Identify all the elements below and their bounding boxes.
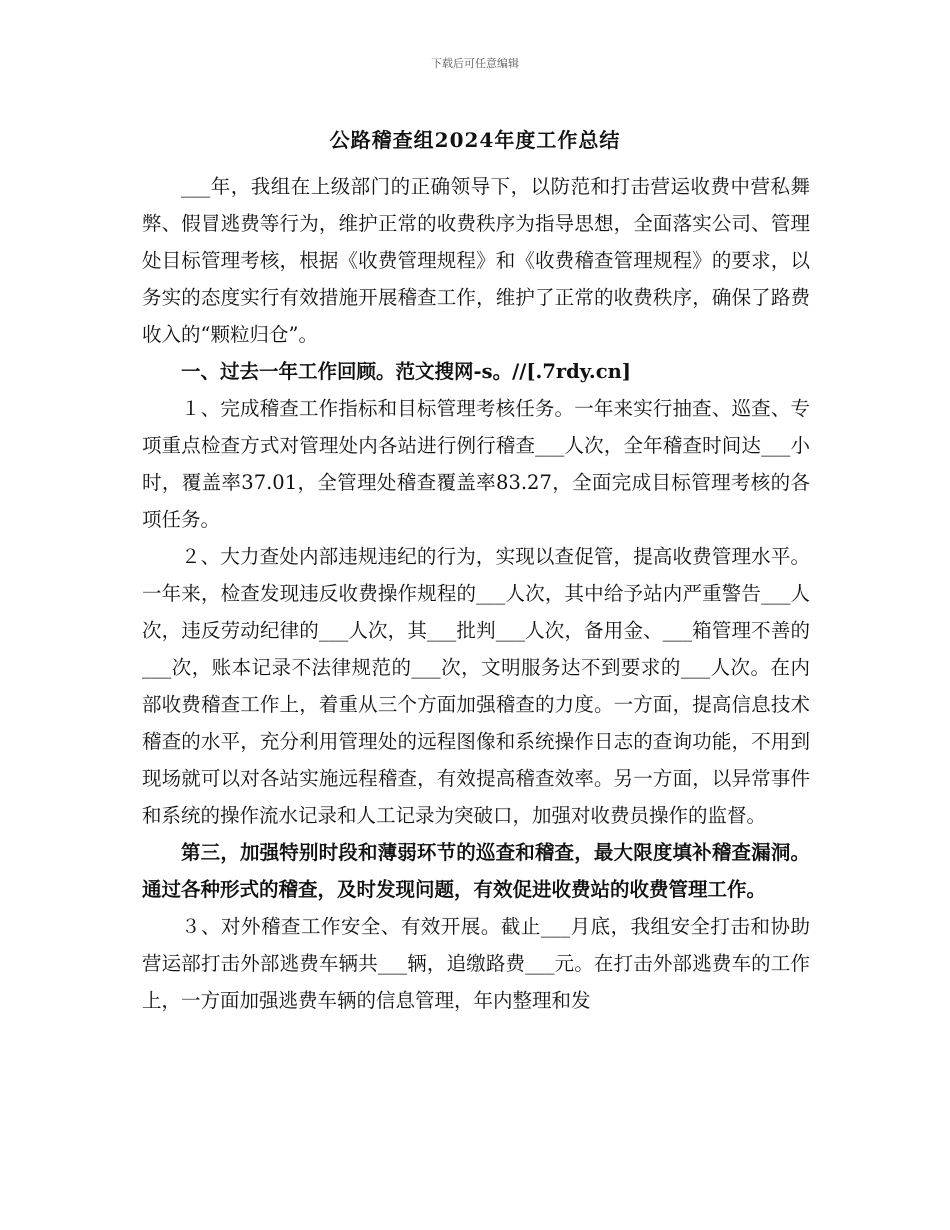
paragraph-item-1: １、完成稽查工作指标和目标管理考核任务。一年来实行抽查、巡查、专项重点检查方式对管理处内各站进行例行稽查___人次，全年稽查时间达___小时，覆盖率37.01，全管理处稽查覆盖率83.27，全面完成目标管理考核的各项任务。 xyxy=(142,397,810,531)
section-heading-review: 一、过去一年工作回顾。范文搜网-s。//[.7rdy.cn] xyxy=(181,360,631,383)
header-note: 下载后可任意编辑 xyxy=(431,57,519,70)
paragraph-third-point: 第三，加强特别时段和薄弱环节的巡查和稽查，最大限度填补稽查漏洞。通过各种形式的稽查，及时发现问题，有效促进收费站的收费管理工作。 xyxy=(142,841,810,901)
document-title: 公路稽查组2024年度工作总结 xyxy=(329,128,621,152)
document-body xyxy=(142,168,810,1019)
paragraph-item-2: ２、大力查处内部违规违纪的行为，实现以查促管，提高收费管理水平。一年来，检查发现违反收费操作规程的___人次，其中给予站内严重警告___人次，违反劳动纪律的___人次，其___批判___人次，备用金、___箱管理不善的___次，账本记录不法律规范的___次，文明服务达不到要求的___人次。在内部收费稽查工作上，着重从三个方面加强稽查的力度。一方面，提高信息技术稽查的水平，充分利用管理处的远程图像和系统操作日志的查询功能，不用到现场就可以对各站实施远程稽查，有效提高稽查效率。另一方面，以异常事件和系统的操作流水记录和人工记录为突破口，加强对收费员操作的监督。 xyxy=(142,545,810,827)
paragraph-item-3: ３、对外稽查工作安全、有效开展。截止___月底，我组安全打击和协助营运部打击外部逃费车辆共___辆，追缴路费___元。在打击外部逃费车的工作上，一方面加强逃费车辆的信息管理，年内整理和发 xyxy=(142,915,810,1012)
paragraph-intro: ___年，我组在上级部门的正确领导下，以防范和打击营运收费中营私舞弊、假冒逃费等行为，维护正常的收费秩序为指导思想，全面落实公司、管理处目标管理考核，根据《收费管理规程》和《收费稽查管理规程》的要求，以务实的态度实行有效措施开展稽查工作，维护了正常的收费秩序，确保了路费收入的“颗粒归仓”。 xyxy=(142,175,810,346)
